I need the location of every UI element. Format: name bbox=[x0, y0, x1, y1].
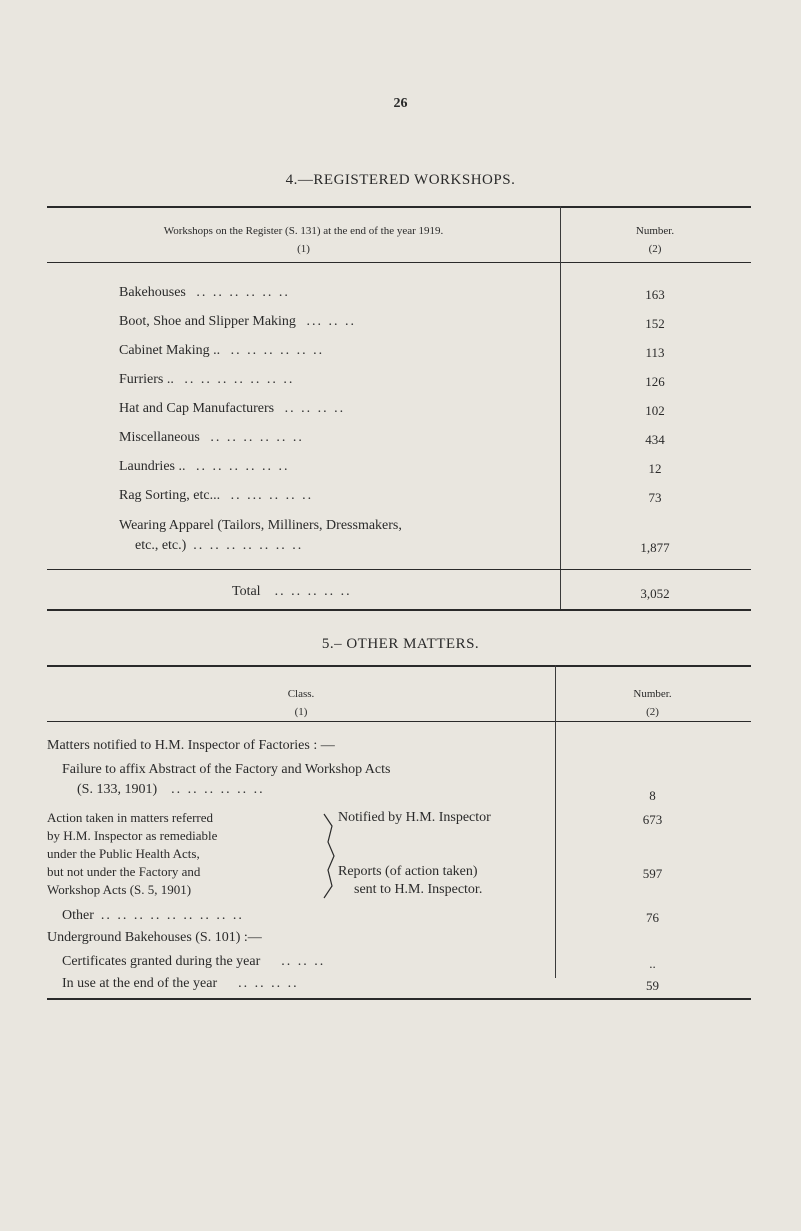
action-line: Workshop Acts (S. 5, 1901) bbox=[47, 882, 192, 897]
table5-header-rule bbox=[47, 721, 751, 722]
action-line: but not under the Factory and bbox=[47, 864, 201, 879]
certificates-value: .. bbox=[649, 956, 656, 971]
failure-line2: (S. 133, 1901) .. .. .. .. .. .. bbox=[77, 782, 265, 797]
table5-bottom-rule bbox=[47, 998, 751, 1000]
action-line: Action taken in matters referred bbox=[47, 810, 214, 825]
workshop-row-value: 73 bbox=[648, 490, 662, 505]
failure-line1: Failure to affix Abstract of the Factory and Workshop Acts bbox=[62, 762, 391, 777]
workshop-row-value: 434 bbox=[645, 432, 665, 447]
workshop-row-label: Furriers .. .. .. .. .. .. .. .. bbox=[119, 372, 295, 387]
page-number: 26 bbox=[393, 96, 408, 111]
number-col-number: (2) bbox=[646, 706, 659, 718]
total-value: 3,052 bbox=[640, 586, 670, 601]
workshop-row-label: Hat and Cap Manufacturers .. .. .. .. bbox=[119, 401, 346, 416]
inuse-value: 59 bbox=[646, 978, 659, 993]
class-header: Class. bbox=[287, 688, 315, 700]
workshop-row-value: 126 bbox=[645, 374, 665, 389]
table-top-rule bbox=[47, 206, 751, 208]
workshop-row-label: Laundries .. .. .. .. .. .. .. bbox=[119, 459, 290, 474]
workshop-row-value: 113 bbox=[645, 345, 665, 360]
table5-top-rule bbox=[47, 665, 751, 667]
total-label: Total .. .. .. .. .. bbox=[232, 584, 352, 599]
workshop-row-value: 12 bbox=[648, 461, 662, 476]
number-header: Number. bbox=[633, 688, 672, 700]
col2-number: (2) bbox=[648, 243, 662, 255]
workshop-row-label: Cabinet Making .. .. .. .. .. .. .. bbox=[119, 343, 325, 358]
workshop-row-value: 163 bbox=[645, 287, 665, 302]
wearing-value: 1,877 bbox=[640, 540, 670, 555]
col1-number: (1) bbox=[297, 243, 310, 255]
underground-heading: Underground Bakehouses (S. 101) :— bbox=[47, 930, 262, 945]
wearing-label-line2: etc., etc.) .. .. .. .. .. .. .. bbox=[135, 538, 304, 553]
certificates-label: Certificates granted during the year .. .. .. bbox=[62, 954, 326, 969]
wearing-label-line1: Wearing Apparel (Tailors, Milliners, Dressmakers, bbox=[119, 518, 402, 533]
notified-label: Notified by H.M. Inspector bbox=[338, 810, 491, 825]
reports-label-line2: sent to H.M. Inspector. bbox=[354, 882, 483, 897]
action-line: by H.M. Inspector as remediable bbox=[47, 828, 218, 843]
failure-value: 8 bbox=[649, 788, 656, 803]
workshop-row-value: 152 bbox=[645, 316, 665, 331]
inuse-label: In use at the end of the year .. .. .. .. bbox=[62, 976, 299, 991]
col2-header: Number. bbox=[635, 225, 675, 237]
section-5-title: 5.– OTHER MATTERS. bbox=[321, 636, 480, 652]
section-4-title: 4.—REGISTERED WORKSHOPS. bbox=[285, 172, 516, 188]
col1-header: Workshops on the Register (S. 131) at the end of the year 1919. bbox=[163, 225, 444, 237]
table-bottom-rule bbox=[47, 609, 751, 611]
total-rule bbox=[47, 569, 751, 570]
other-value: 76 bbox=[646, 910, 659, 925]
matters-heading: Matters notified to H.M. Inspector of Factories : — bbox=[47, 738, 335, 753]
workshop-row-label: Bakehouses .. .. .. .. .. .. bbox=[119, 285, 290, 300]
reports-label-line1: Reports (of action taken) bbox=[338, 864, 478, 879]
header-rule bbox=[47, 262, 751, 263]
workshop-row-label: Boot, Shoe and Slipper Making ... .. .. bbox=[119, 314, 356, 329]
action-line: under the Public Health Acts, bbox=[47, 846, 200, 861]
workshop-row-value: 102 bbox=[645, 403, 665, 418]
reports-value: 597 bbox=[642, 866, 663, 881]
notified-value: 673 bbox=[642, 812, 663, 827]
workshop-row-label: Rag Sorting, etc... .. ... .. .. .. bbox=[119, 488, 314, 503]
other-label: Other .. .. .. .. .. .. .. .. .. bbox=[62, 908, 244, 923]
class-number: (1) bbox=[294, 706, 308, 718]
workshop-row-label: Miscellaneous .. .. .. .. .. .. bbox=[119, 430, 304, 445]
